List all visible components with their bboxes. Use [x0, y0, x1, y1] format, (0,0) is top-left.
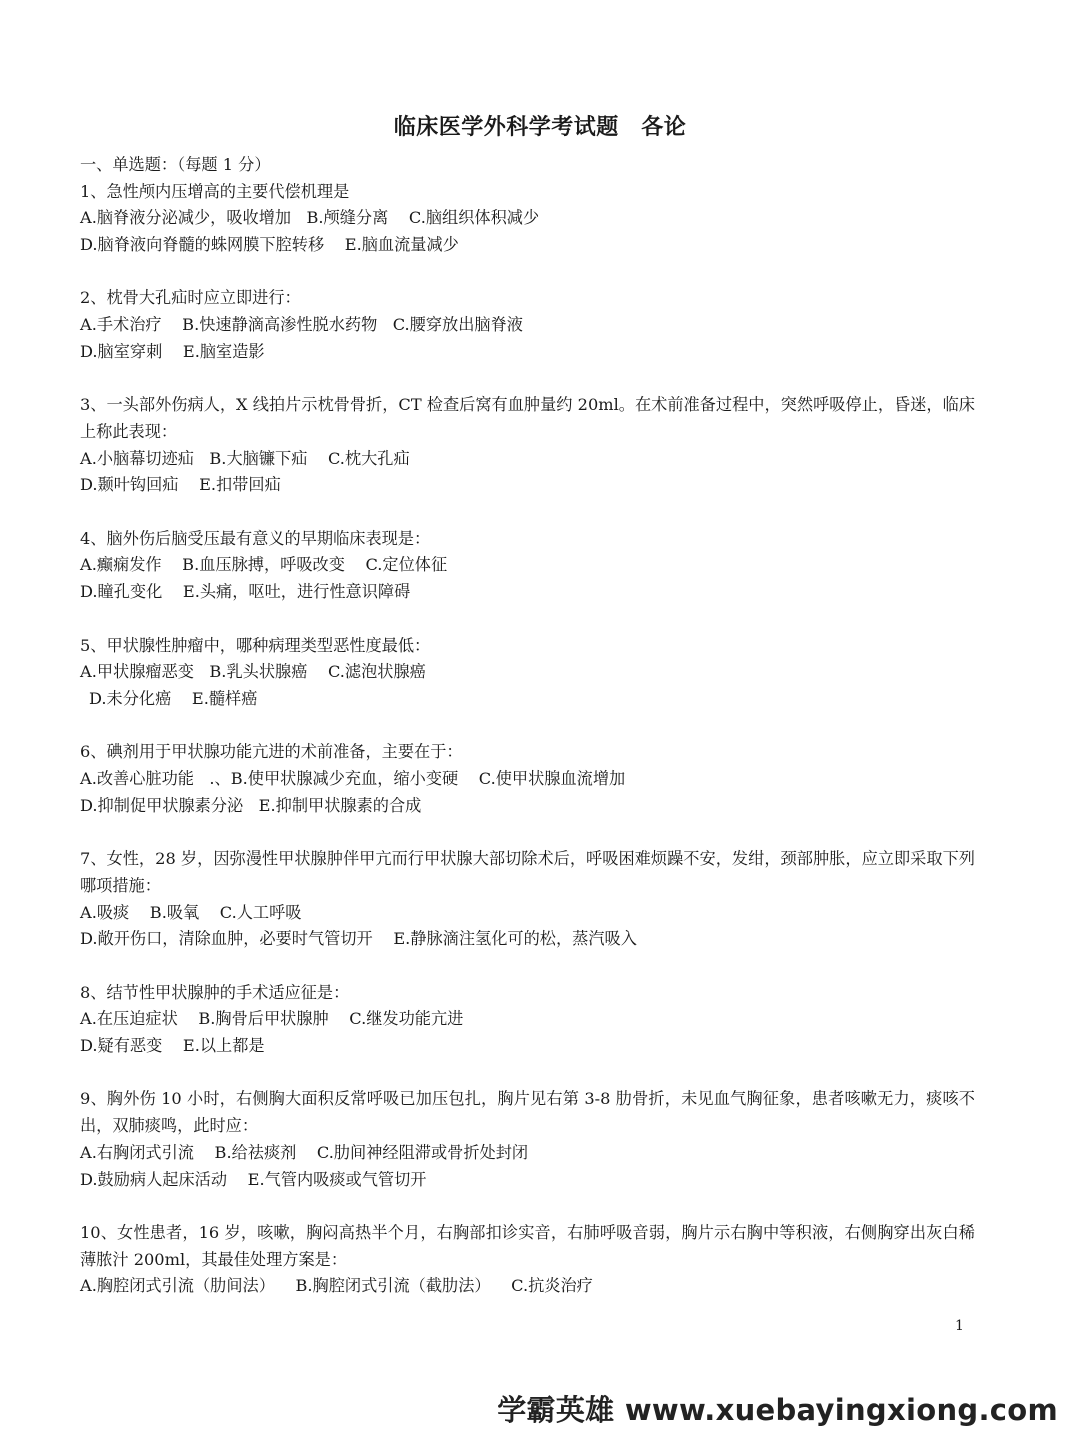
option-line: A.小脑幕切迹疝 B.大脑镰下疝 C.枕大孔疝 — [80, 448, 410, 468]
question-4 — [80, 526, 975, 606]
question-9 — [80, 1086, 975, 1193]
option-line: D.未分化癌 E.髓样癌 — [89, 688, 258, 708]
option-line: D.鼓励病人起床活动 E.气管内吸痰或气管切开 — [80, 1169, 427, 1189]
option-line: A.甲状腺瘤恶变 B.乳头状腺癌 C.滤泡状腺癌 — [80, 662, 426, 682]
option-line: A.癫痫发作 B.血压脉搏，呼吸改变 C.定位体征 — [80, 555, 448, 575]
question-text: 4、脑外伤后脑受压最有意义的早期临床表现是： — [80, 528, 431, 548]
option-line: D.疑有恶变 E.以上都是 — [80, 1036, 265, 1056]
option-line: A.手术治疗 B.快速静滴高渗性脱水药物 C.腰穿放出脑脊液 — [80, 315, 523, 335]
question-3 — [80, 392, 975, 499]
question-text: 5、甲状腺性肿瘤中，哪种病理类型恶性度最低： — [80, 635, 431, 655]
question-7 — [80, 846, 975, 953]
question-1 — [80, 179, 975, 259]
question-text: 8、结节性甲状腺肿的手术适应征是： — [80, 982, 350, 1002]
document-title: 临床医学外科学考试题 各论 — [393, 114, 687, 140]
question-text: 3、一头部外伤病人，X 线拍片示枕骨骨折，CT 检查后窝有血肿量约 20ml。在术前准备过程中，突然呼吸停止，昏迷，临床上称此表现： — [80, 395, 975, 441]
section-heading: 一、单选题：（每题 1 分） — [80, 155, 271, 174]
option-line: A.胸腔闭式引流（肋间法） B.胸腔闭式引流（截肋法） C.抗炎治疗 — [80, 1276, 593, 1296]
question-10 — [80, 1220, 975, 1300]
option-line: D.脑脊液向脊髓的蛛网膜下腔转移 E.脑血流量减少 — [80, 235, 459, 255]
question-text: 1、急性颅内压增高的主要代偿机理是 — [80, 181, 350, 201]
question-8 — [80, 980, 975, 1060]
option-line: A.改善心脏功能 .、B.使甲状腺减少充血，缩小变硬 C.使甲状腺血流增加 — [80, 769, 626, 789]
option-line: A.在压迫症状 B.胸骨后甲状腺肿 C.继发功能亢进 — [80, 1009, 464, 1029]
option-line: D.抑制促甲状腺素分泌 E.抑制甲状腺素的合成 — [80, 795, 422, 815]
document-body — [80, 152, 975, 1327]
option-line: D.脑室穿刺 E.脑室造影 — [80, 341, 265, 361]
question-text: 7、女性，28 岁，因弥漫性甲状腺肿伴甲亢而行甲状腺大部切除术后，呼吸困难烦躁不安，发绀，颈部肿胀，应立即采取下列哪项措施： — [80, 849, 975, 895]
option-line: A.右胸闭式引流 B.给祛痰剂 C.肋间神经阻滞或骨折处封闭 — [80, 1142, 529, 1162]
question-2 — [80, 285, 975, 365]
question-text: 9、胸外伤 10 小时，右侧胸大面积反常呼吸已加压包扎，胸片见右第 3-8 肋骨折，未见血气胸征象，患者咳嗽无力，痰咳不出，双肺痰鸣，此时应： — [80, 1089, 975, 1136]
question-text: 2、枕骨大孔疝时应立即进行： — [80, 288, 301, 308]
option-line: A.脑脊液分泌减少，吸收增加 B.颅缝分离 C.脑组织体积减少 — [80, 208, 540, 228]
watermark: 学霸英雄 www.xuebayingxiong.com — [497, 1393, 1058, 1427]
question-5 — [80, 633, 975, 713]
page-number: 1 — [955, 1318, 964, 1334]
question-6 — [80, 739, 975, 819]
option-line: D.敞开伤口，清除血肿，必要时气管切开 E.静脉滴注氢化可的松，蒸汽吸入 — [80, 929, 637, 949]
question-text: 6、碘剂用于甲状腺功能亢进的术前准备，主要在于： — [80, 742, 463, 762]
option-line: A.吸痰 B.吸氧 C.人工呼吸 — [80, 902, 302, 922]
option-line: D.颞叶钩回疝 E.扣带回疝 — [80, 475, 281, 495]
option-line: D.瞳孔变化 E.头痛，呕吐，进行性意识障碍 — [80, 582, 411, 602]
question-text: 10、女性患者，16 岁，咳嗽，胸闷高热半个月，右胸部扣诊实音，右肺呼吸音弱，胸片示右胸中等积液，右侧胸穿出灰白稀薄脓汁 200ml，其最佳处理方案是： — [80, 1222, 975, 1269]
